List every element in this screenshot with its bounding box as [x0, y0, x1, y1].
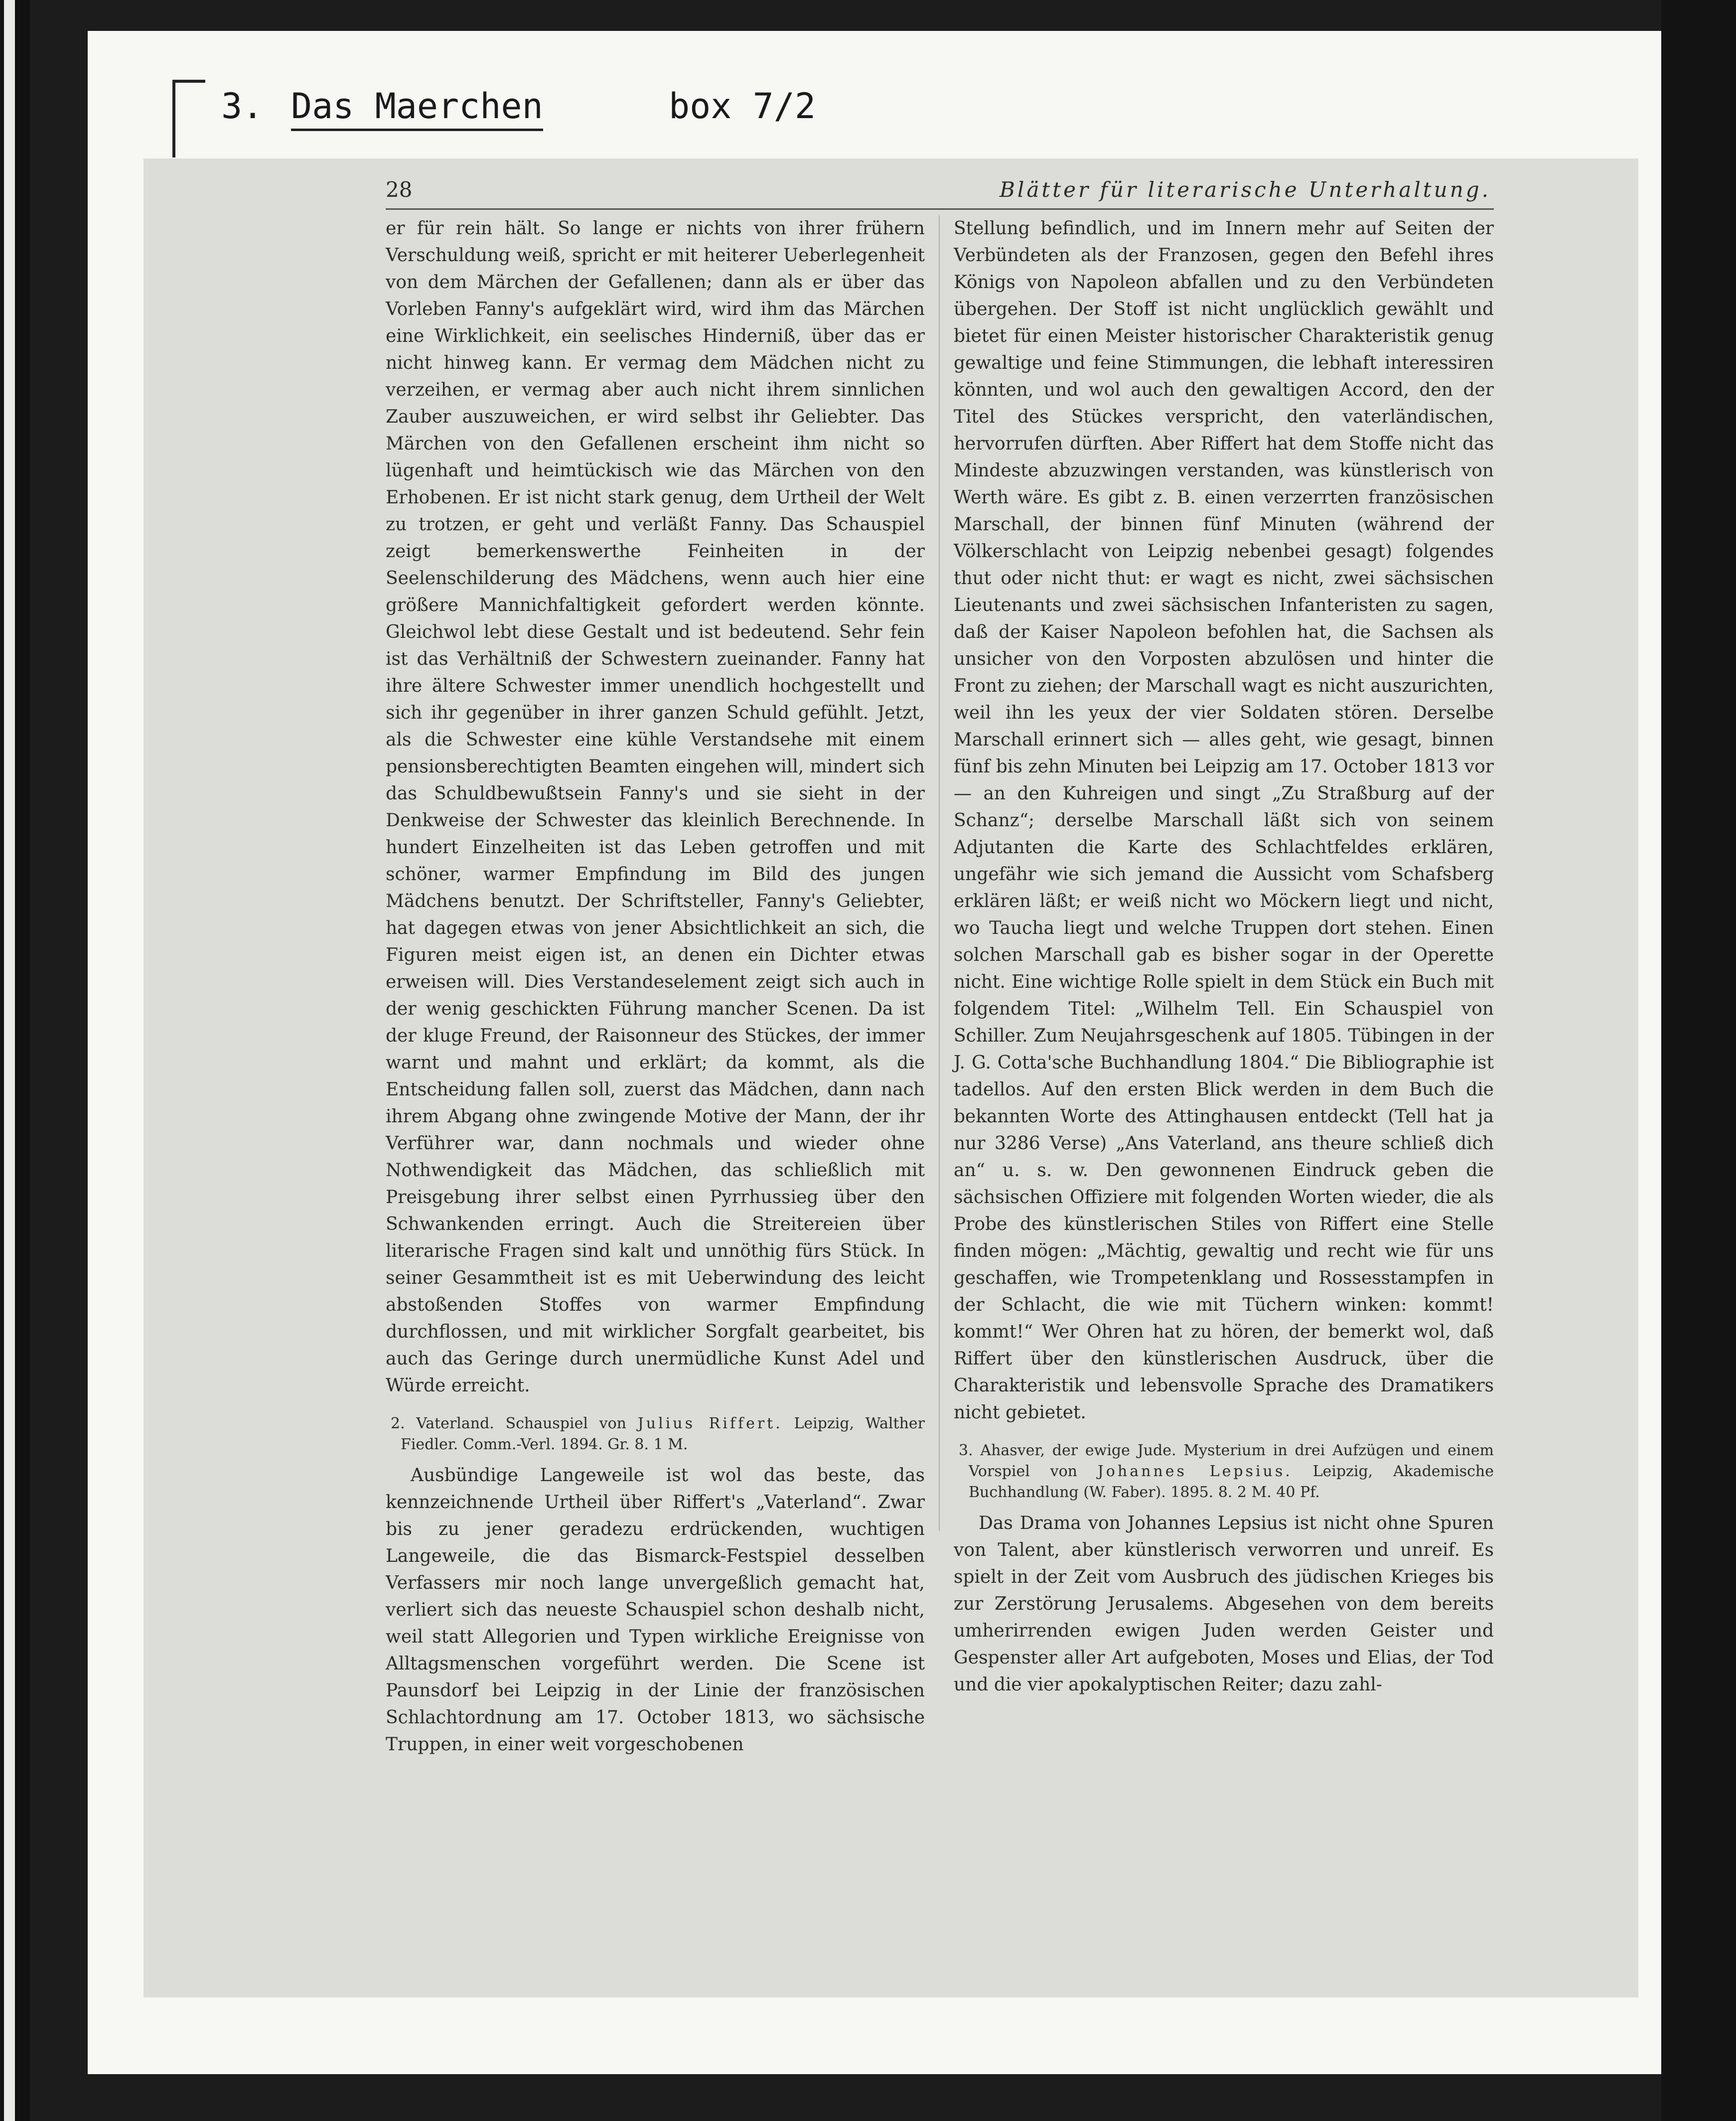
archive-number: 3. — [221, 86, 264, 127]
review-2-author: Julius Riffert. — [637, 1415, 783, 1432]
left-column — [386, 215, 925, 1758]
review-2-heading — [386, 1413, 925, 1455]
review-3-imprint: Leipzig, Akademische Buchhandlung (W. Faber). 1895. 8. 2 M. 40 Pf. — [969, 1463, 1494, 1501]
page-number: 28 — [386, 177, 413, 202]
right-paragraph-1: Stellung befindlich, und im Innern mehr auf Seiten der Verbündeten als der Franzosen, gegen den Befehl ihres Königs von Napoleon abfallen und zu den Verbündeten übergehen. Der Stoff ist nicht unglücklich gewählt und bietet für einen Meister historischer Charakteristik genug gewaltige und feine Stimmungen, die lebhaft interessiren könnten, und wol auch den gewaltigen Accord, den der Titel des Stückes verspricht, den vaterländischen, hervorrufen dürften. Aber Riffert hat dem Stoffe nicht das Mindeste abzuzwingen verstanden, was künstlerisch von Werth wäre. Es gibt z. B. einen verzerrten französischen Marschall, der binnen fünf Minuten (während der Völkerschlacht von Leipzig nebenbei gesagt) folgendes thut oder nicht thut: er wagt es nicht, zwei sächsischen Lieutenants und zwei sächsischen Infanteristen zu sagen, daß der Kaiser Napoleon befohlen hat, die Sachsen als unsicher von den Vorposten abzulösen und hinter die Front zu ziehen; der Marschall wagt es nicht auszurichten, weil ihn les yeux der vier Soldaten stören. Derselbe Marschall erinnert sich — alles geht, wie gesagt, binnen fünf bis zehn Minuten bei Leipzig am 17. October 1813 vor — an den Kuhreigen und singt „Zu Straßburg auf der Schanz“; derselbe Marschall läßt sich von seinem Adjutanten die Karte des Schlachtfeldes erklären, ungefähr wie sich jemand die Aussicht vom Schafsberg erklären läßt; er weiß nicht wo Möckern liegt und nicht, wo Taucha liegt und welche Truppen dort stehen. Einen solchen Marschall gab es bisher sogar in der Operette nicht. Eine wichtige Rolle spielt in dem Stück ein Buch mit folgendem Titel: „Wilhelm Tell. Ein Schauspiel von Schiller. Zum Neujahrsgeschenk auf 1805. Tübingen in der J. G. Cotta'sche Buchhandlung 1804.“ Die Bibliographie ist tadellos. Auf den ersten Blick werden in dem Buch die bekannten Worte des Attinghausen entdeckt (Tell hat ja nur 3286 Verse) „Ans Vaterland, ans theure schließ dich an“ u. s. w. Den gewonnenen Eindruck geben die sächsischen Offiziere mit folgenden Worten wieder, die als Probe des künstlerischen Stiles von Riffert eine Stelle finden mögen: „Mächtig, gewaltig und recht wie für uns geschaffen, wie Trompetenklang und Rossesstampfen in der Schlacht, die wie mit Tüchern winken: kommt! kommt!“ Wer Ohren hat zu hören, der bemerkt wol, daß Riffert über den künstlerischen Ausdruck, über die Charakteristik und lebensvolle Sprache des Dramatikers nicht gebietet. — [954, 218, 1494, 1423]
scan-left-edge — [0, 0, 30, 2121]
running-head — [386, 173, 1494, 206]
right-paragraph-2: Das Drama von Johannes Lepsius ist nicht ohne Spuren von Talent, aber künstlerisch verworren und unreif. Es spielt in der Zeit vom Ausbruch des jüdischen Krieges bis zur Zerstörung Jerusalems. Abgesehen von dem bereits umherirrenden ewigen Juden werden Geister und Gespenster aller Art aufgeboten, Moses und Elias, der Tod und die vier apokalyptischen Reiter; dazu zahl- — [954, 1513, 1494, 1695]
review-2-imprint: Leipzig, Walther Fiedler. Comm.-Verl. 1894. Gr. 8. 1 M. — [401, 1415, 925, 1453]
archive-box: box 7/2 — [669, 86, 816, 127]
review-3-heading — [954, 1440, 1494, 1503]
header-rule — [386, 208, 1494, 210]
review-3-author: Johannes Lepsius. — [1097, 1463, 1293, 1480]
scan-right-edge — [1661, 0, 1736, 2121]
left-paragraph-2: Ausbündige Langeweile ist wol das beste, das kennzeichnende Urtheil über Riffert's „Vaterland“. Zwar bis zu jener geradezu erdrückenden, wuchtigen Langeweile, die das Bismarck-Festspiel desselben Verfassers mir noch lange unvergeßlich gemacht hat, verliert sich das neueste Schauspiel schon deshalb nicht, weil statt Allegorien und Typen wirkliche Ereignisse von Alltagsmenschen vorgeführt werden. Die Scene ist Paunsdorf bei Leipzig in der Linie der französischen Schlachtordnung am 17. October 1813, wo sächsische Truppen, in einer weit vorgeschobenen — [386, 1465, 925, 1755]
right-column — [954, 215, 1494, 1698]
left-paragraph-1: er für rein hält. So lange er nichts von ihrer frühern Verschuldung weiß, spricht er mit heiterer Ueberlegenheit von dem Märchen der Gefallenen; dann als er über das Vorleben Fanny's aufgeklärt wird, wird ihm das Märchen eine Wirklichkeit, ein seelisches Hinderniß, über das er nicht hinweg kann. Er vermag dem Mädchen nicht zu verzeihen, er vermag aber auch nicht ihrem sinnlichen Zauber auszuweichen, er wird selbst ihr Geliebter. Das Märchen von den Gefallenen erscheint ihm nicht so lügenhaft und heimtückisch wie das Märchen von den Erhobenen. Er ist nicht stark genug, dem Urtheil der Welt zu trotzen, er geht und verläßt Fanny. Das Schauspiel zeigt bemerkenswerthe Feinheiten in der Seelenschilderung des Mädchens, wenn auch hier eine größere Mannichfaltigkeit gefordert werden könnte. Gleichwol lebt diese Gestalt und ist bedeutend. Sehr fein ist das Verhältniß der Schwestern zueinander. Fanny hat ihre ältere Schwester immer unendlich hochgestellt und sich ihr gegenüber in ihrer ganzen Schuld gefühlt. Jetzt, als die Schwester eine kühle Verstandsehe mit einem pensionsberechtigten Beamten eingehen will, mindert sich das Schuldbewußtsein Fanny's und sie sieht in der Denkweise der Schwester das kleinlich Berechnende. In hundert Einzelheiten ist das Leben getroffen und mit schöner, warmer Empfindung im Bild des jungen Mädchens benutzt. Der Schriftsteller, Fanny's Geliebter, hat dagegen etwas von jener Absichtlichkeit an sich, die Figuren meist eigen ist, an denen ein Dichter etwas erweisen will. Dies Verstandeselement zeigt sich auch in der wenig geschickten Führung mancher Scenen. Da ist der kluge Freund, der Raisonneur des Stückes, der immer warnt und mahnt und erklärt; da kommt, als die Entscheidung fallen soll, zuerst das Mädchen, dann nach ihrem Abgang ohne zwingende Motive der Mann, der ihr Verführer war, dann nochmals und wieder ohne Nothwendigkeit das Mädchen, das schließlich mit Preisgebung ihrer selbst einen Pyrrhussieg über den Schwankenden erringt. Auch die Streitereien über literarische Fragen sind kalt und unnöthig fürs Stück. In seiner Gesammtheit ist es mit Ueberwindung des leicht abstoßenden Stoffes von warmer Empfindung durchflossen, und mit wirklicher Sorgfalt gearbeitet, bis auch das Geringe durch unermüdliche Kunst Adel und Würde erreicht. — [386, 218, 925, 1396]
archive-label — [157, 56, 955, 136]
column-divider — [939, 215, 940, 1531]
review-3-title: 3. Ahasver, der ewige Jude. Mysterium in drei Aufzügen und einem Vorspiel von — [959, 1442, 1494, 1480]
corner-bracket-mark — [172, 80, 205, 157]
archive-sheet — [88, 31, 1661, 2074]
journal-title: Blätter für literarische Unterhaltung. — [1000, 177, 1491, 202]
adjacent-page-sliver — [4, 0, 15, 2121]
archive-title: Das Maerchen — [291, 86, 543, 131]
review-2-title: 2. Vaterland. Schauspiel von — [391, 1415, 626, 1432]
